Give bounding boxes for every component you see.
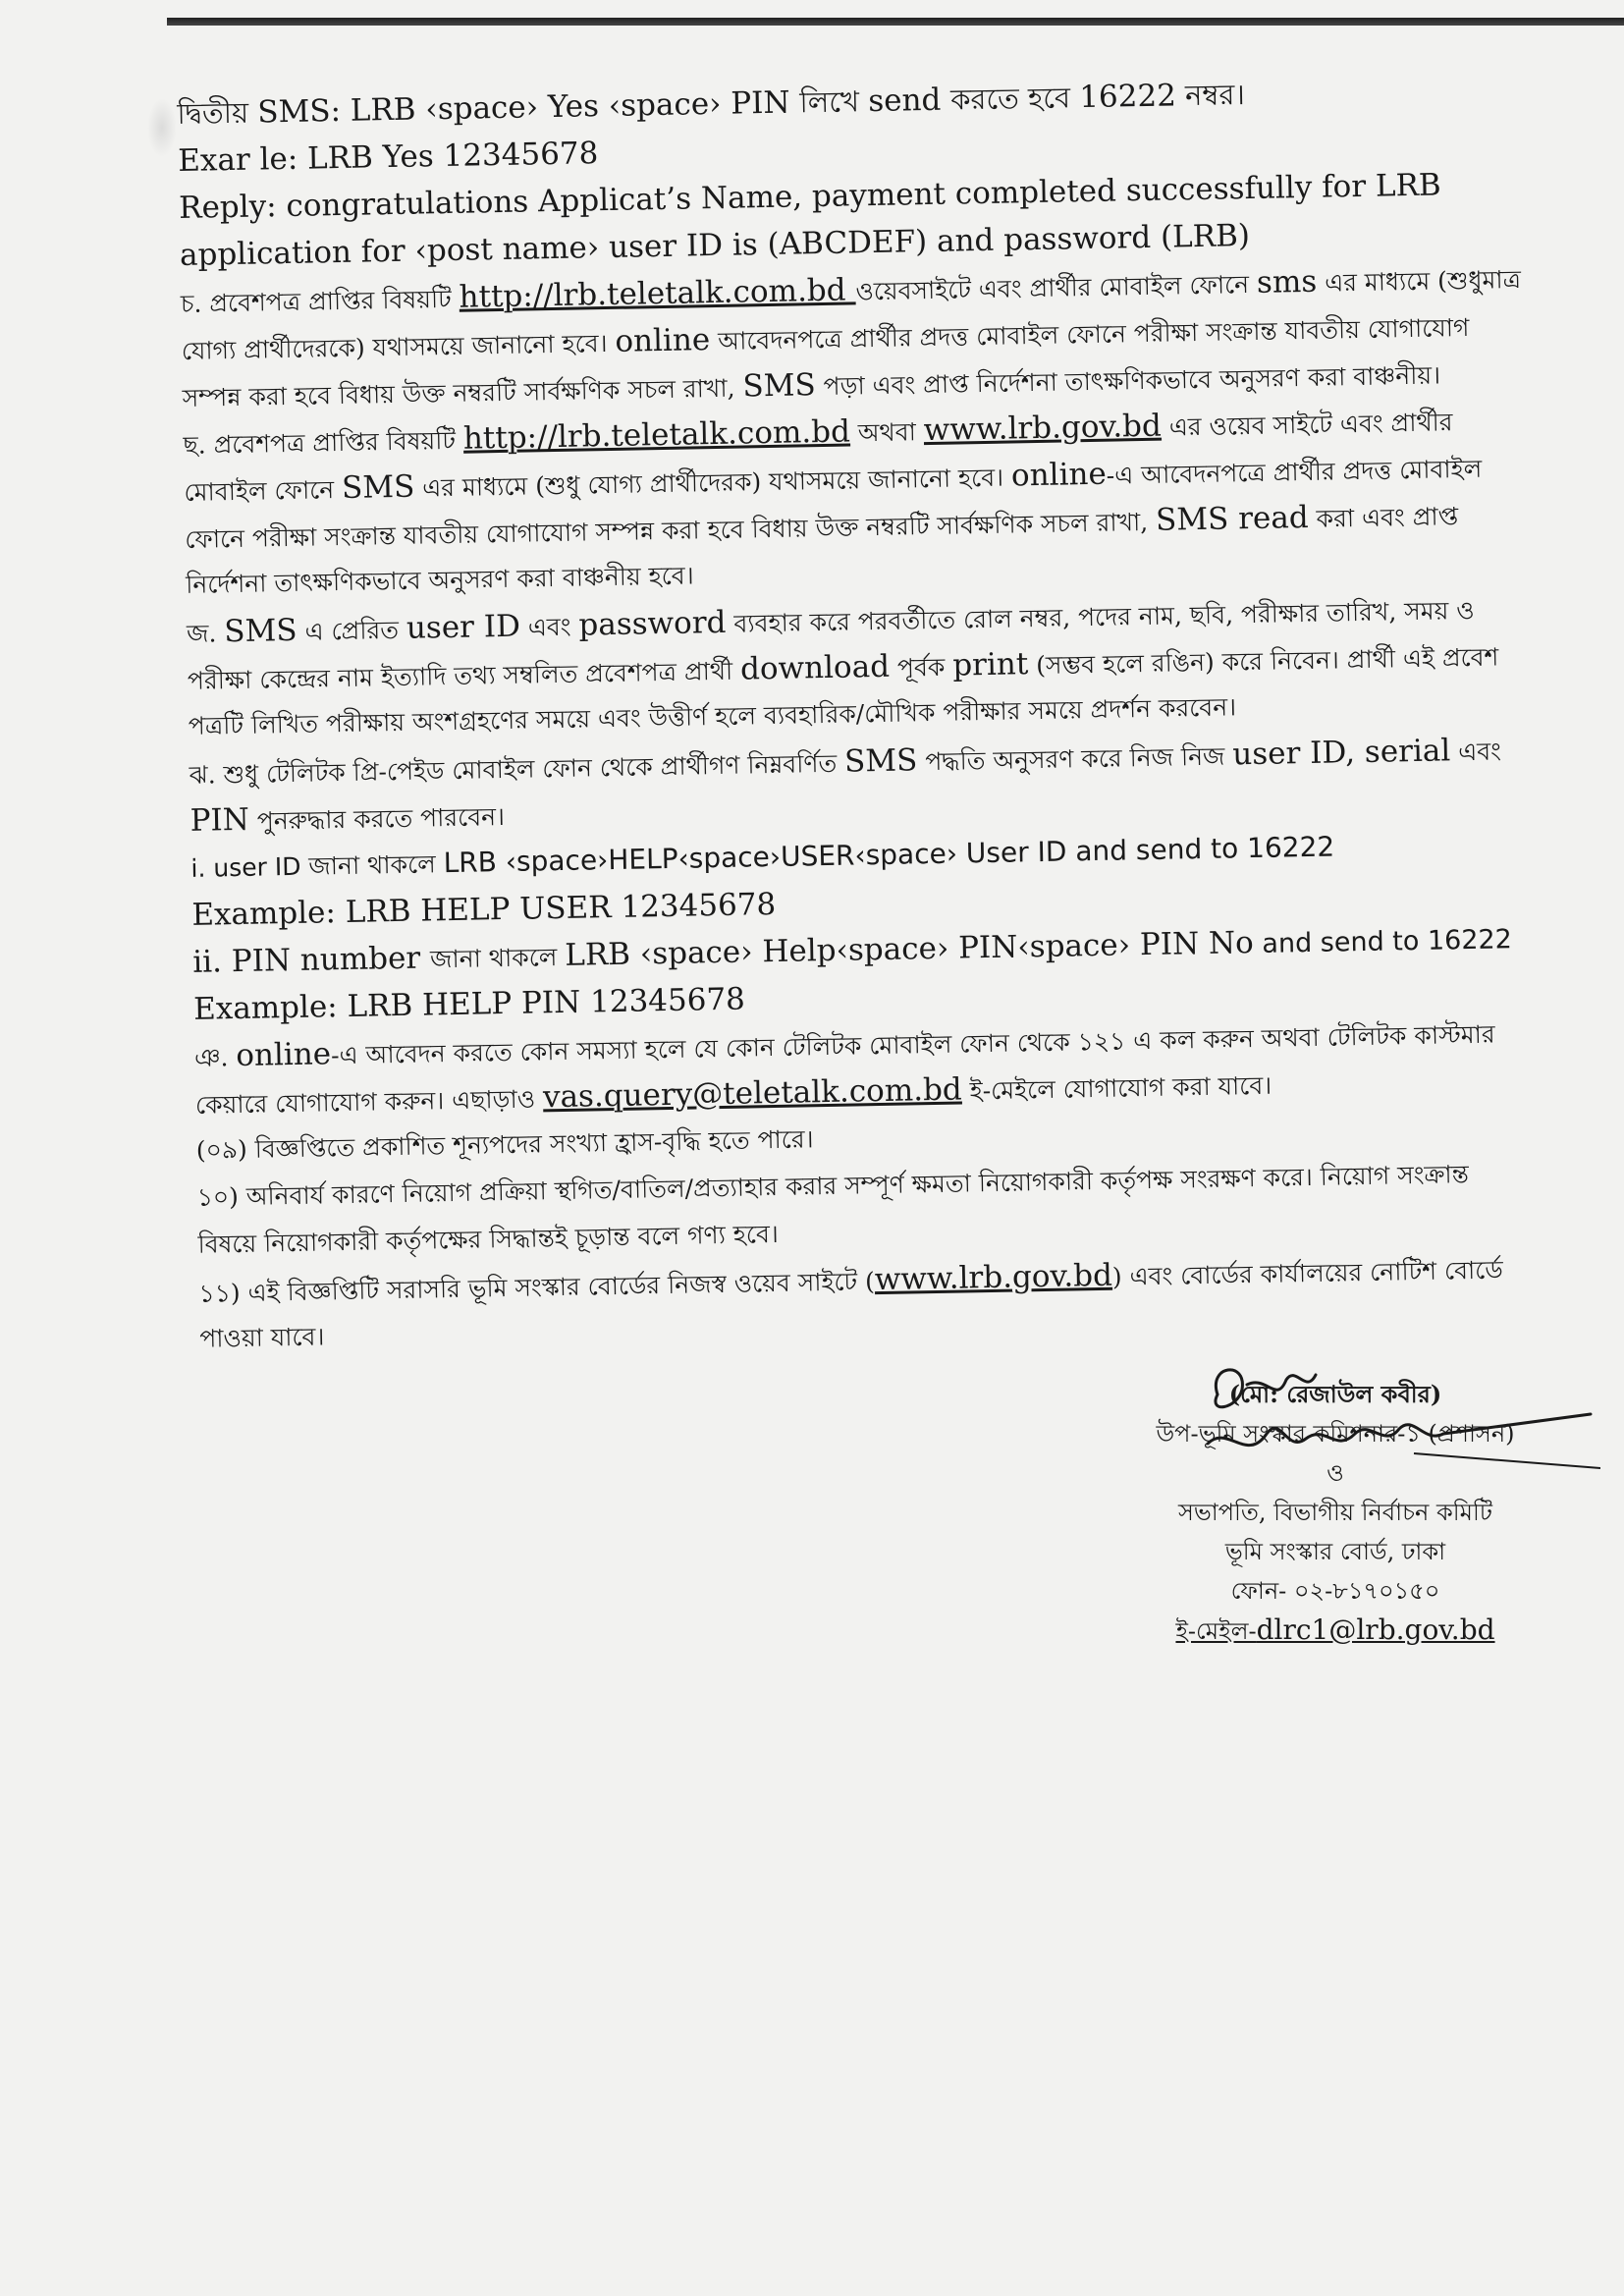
- text: SMS: [341, 468, 415, 506]
- teletalk-link[interactable]: http://lrb.teletalk.com.bd: [459, 272, 856, 315]
- text: and send to 16222: [1253, 924, 1513, 960]
- line-example-user: Example: LRB HELP USER 12345678: [191, 886, 777, 933]
- line-chha-4: নির্দেশনা তাৎক্ষণিকভাবে অনুসরণ করা বাঞ্চনীয় হবে।: [185, 561, 694, 599]
- email-label: ই-মেইল-: [1175, 1617, 1257, 1645]
- line-10: ১০) অনিবার্য কারণে নিয়োগ প্রক্রিয়া স্থগিত/বাতিল/প্রত্যাহার করার সম্পূর্ণ ক্ষমতা নিয়োগকারী কর্তৃপক্ষ সংরক্ষণ করে। নিয়োগ সংক্রান্ত: [196, 1160, 1470, 1212]
- text: ছ. প্রবেশপত্র প্রাপ্তির বিষয়টি: [183, 425, 464, 460]
- scan-smudge: [147, 98, 177, 157]
- text: এর ওয়েব সাইটে এবং প্রার্থীর: [1161, 408, 1453, 442]
- text: এ প্রেরিত: [297, 615, 407, 646]
- text: SMS: [843, 742, 918, 780]
- text: এবং: [519, 612, 579, 642]
- text: online: [235, 1036, 332, 1074]
- text: ই-মেইলে যোগাযোগ করা যাবে।: [961, 1070, 1272, 1106]
- text: SMS: [224, 612, 298, 650]
- line-jha-3: পত্রটি লিখিত পরীক্ষায় অংশগ্রহণের সময়ে এবং উত্তীর্ণ হলে ব্যবহারিক/মৌখিক পরীক্ষার সময়ে প্রদর্শন করবেন।: [188, 692, 1237, 740]
- text: এবং: [1450, 737, 1502, 767]
- scan-top-edge: [167, 18, 1624, 26]
- phone: ফোন- ০২-৮১৭০১৫০: [1230, 1577, 1440, 1605]
- text: SMS: LRB ‹space› Yes ‹space› PIN: [256, 84, 800, 131]
- text: LRB ‹space›HELP‹space›USER‹space› User ID and send to 16222: [443, 830, 1335, 880]
- lrb-website-link[interactable]: www.lrb.gov.bd: [923, 408, 1163, 449]
- line-reply: Reply: congratulations Applicat’s Name, payment completed successfully for LRB: [178, 167, 1441, 226]
- text: এর মাধ্যমে (শুধুমাত্র: [1316, 264, 1522, 298]
- text: download: [739, 648, 891, 687]
- text: ব্যবহার করে পরবর্তীতে রোল নম্বর, পদের নাম, ছবি, পরীক্ষার তারিখ, সময় ও: [726, 595, 1475, 638]
- line-09: (০৯) বিজ্ঞপ্তিতে প্রকাশিত শূন্যপদের সংখ্যা হ্রাস-বৃদ্ধি হতে পারে।: [195, 1124, 814, 1165]
- text: online: [615, 322, 711, 359]
- line-example-pin: Example: LRB HELP PIN 12345678: [192, 981, 746, 1027]
- text: ii. PIN number: [191, 940, 431, 980]
- text: user ID: [406, 608, 521, 646]
- text: SMS: [742, 367, 816, 405]
- signature-block: [1080, 1375, 1591, 1651]
- line-10-2: বিষয়ে নিয়োগকারী কর্তৃপক্ষের সিদ্ধান্তই চূড়ান্ত বলে গণ্য হবে।: [197, 1219, 780, 1259]
- text: পরীক্ষা কেন্দ্রের নাম ইত্যাদি তথ্য সম্বলিত প্রবেশপত্র প্রার্থী: [187, 656, 741, 695]
- text: (সম্ভব হলে রঙিন) করে নিবেন। প্রার্থী এই প্রবেশ: [1028, 642, 1499, 681]
- signatory-title: উপ-ভূমি সংস্কার কমিশনার-১ (প্রশাসন): [1156, 1420, 1515, 1448]
- text: ফোনে পরীক্ষা সংক্রান্ত যাবতীয় যোগাযোগ সম্পন্ন করা হবে বিধায় উক্ত নম্বরটি সার্বক্ষণিক সচল রাখা,: [185, 507, 1157, 554]
- text: LRB ‹space› Help‹space› PIN‹space› PIN No: [564, 925, 1255, 973]
- text: send: [867, 82, 951, 120]
- organization: ভূমি সংস্কার বোর্ড, ঢাকা: [1224, 1538, 1446, 1565]
- text: পুনরুদ্ধার করতে পারবেন।: [248, 802, 506, 836]
- text: ওয়েবসাইটে এবং প্রার্থীর মোবাইল ফোনে: [855, 269, 1258, 306]
- text: online: [1010, 456, 1108, 494]
- document-page: [177, 65, 1595, 1363]
- signatory-title-2: সভাপতি, বিভাগীয় নির্বাচন কমিটি: [1178, 1499, 1492, 1526]
- text: জানা থাকলে: [429, 942, 566, 974]
- email-link[interactable]: vas.query@teletalk.com.bd: [542, 1071, 963, 1116]
- text: আবেদনপত্রে প্রার্থীর প্রদত্ত মোবাইল ফোনে পরীক্ষা সংক্রান্ত যাবতীয় যোগাযোগ: [709, 312, 1470, 356]
- text: চ. প্রবেশপত্র প্রাপ্তির বিষয়টি: [180, 284, 460, 318]
- line-11-2: পাওয়া যাবে।: [199, 1322, 325, 1353]
- text: PIN: [189, 801, 250, 839]
- text: পদ্ধতি অনুসরণ করে নিজ নিজ: [917, 741, 1233, 777]
- text: এর মাধ্যমে (শুধু যোগ্য প্রার্থীদেরক) যথাসময়ে জানানো হবে।: [414, 463, 1012, 503]
- text: করতে হবে: [949, 81, 1080, 117]
- text: জ.: [186, 619, 225, 648]
- teletalk-link[interactable]: http://lrb.teletalk.com.bd: [462, 413, 851, 457]
- email-line: [1080, 1611, 1591, 1651]
- text: ) এবং বোর্ডের কার্যালয়ের নোটিশ বোর্ডে: [1111, 1255, 1503, 1291]
- lrb-website-link[interactable]: www.lrb.gov.bd: [874, 1257, 1113, 1298]
- text: i. user ID: [190, 851, 309, 883]
- text: লিখে: [799, 84, 869, 120]
- text: সম্পন্ন করা হবে বিধায় উক্ত নম্বরটি সার্বক্ষণিক সচল রাখা,: [182, 373, 743, 412]
- text: যোগ্য প্রার্থীদেরকে) যথাসময়ে জানানো হবে।: [181, 328, 616, 365]
- text: print: [951, 646, 1029, 683]
- text: নম্বর।: [1175, 78, 1246, 113]
- line-example-1: Exar le: LRB Yes 12345678: [177, 136, 599, 179]
- text: -এ আবেদন করতে কোন সমস্যা হলে যে কোন টেলিটক মোবাইল ফোন থেকে ১২১ এ কল করুন অথবা টেলিটক কাস্টমার: [330, 1019, 1495, 1070]
- text: অথবা: [849, 417, 925, 448]
- conjunction: ও: [1326, 1459, 1344, 1487]
- text: ১১) এই বিজ্ঞপ্তিটি সরাসরি ভূমি সংস্কার বোর্ডের নিজস্ব ওয়েব সাইটে (: [198, 1267, 876, 1308]
- text: sms: [1256, 263, 1318, 301]
- text: 16222: [1078, 78, 1177, 116]
- text: -এ আবেদনপত্রে প্রার্থীর প্রদত্ত মোবাইল: [1106, 454, 1483, 490]
- text: password: [578, 604, 727, 643]
- line-application: application for ‹post name› user ID is (ABCDEF) and password (LRB): [179, 218, 1251, 273]
- text: ঞ.: [193, 1043, 237, 1072]
- signatory-name: (মো: রেজাউল কবীর): [1228, 1380, 1442, 1408]
- text: পড়া এবং প্রাপ্ত নির্দেশনা তাৎক্ষণিকভাবে অনুসরণ করা বাঞ্চনীয়।: [815, 360, 1441, 402]
- text: কেয়ারে যোগাযোগ করুন। এছাড়াও: [194, 1084, 544, 1120]
- text: ঝ. শুধু টেলিটক প্রি-পেইড মোবাইল ফোন থেকে প্রার্থীগণ নিম্নবর্ণিত: [189, 748, 845, 790]
- text: করা এবং প্রাপ্ত: [1308, 502, 1459, 533]
- text: SMS read: [1155, 499, 1309, 538]
- text: user ID, serial: [1231, 733, 1451, 773]
- text: দ্বিতীয়: [177, 95, 258, 131]
- text: জানা থাকলে: [308, 849, 444, 881]
- text: পূর্বক: [889, 652, 953, 683]
- text: মোবাইল ফোনে: [184, 474, 343, 507]
- email-address[interactable]: dlrc1@lrb.gov.bd: [1256, 1613, 1495, 1646]
